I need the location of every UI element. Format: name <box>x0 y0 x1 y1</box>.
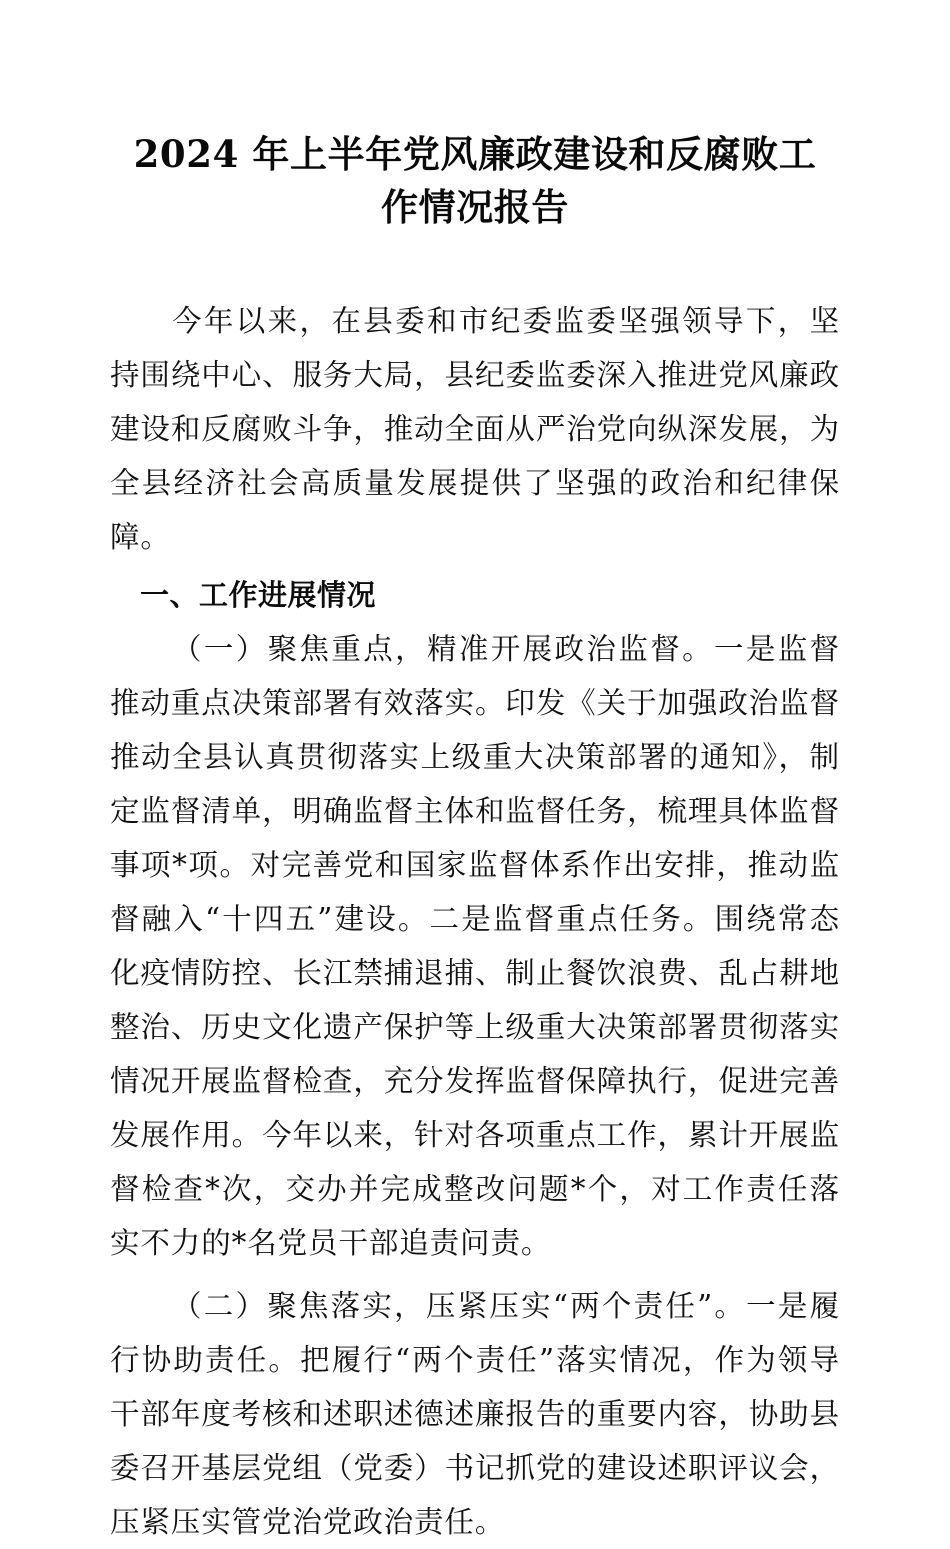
paragraph-item-two: （二）聚焦落实，压紧压实“两个责任”。一是履行协助责任。把履行“两个责任”落实情况，作为领导干部年度考核和述职述德述廉报告的重要内容，协助县委召开基层党组（党委）书记抓党的建设述职评议会，压紧压实管党治党政治责任。 <box>110 1289 840 1539</box>
intro-paragraph: 今年以来，在县委和市纪委监委坚强领导下，坚持围绕中心、服务大局，县纪委监委深入推进党风廉政建设和反腐败斗争，推动全面从严治党向纵深发展，为全县经济社会高质量发展提供了坚强的政治和纪律保障。 <box>110 304 840 554</box>
paragraph-item-one: （一）聚焦重点，精准开展政治监督。一是监督推动重点决策部署有效落实。印发《关于加强政治监督推动全县认真贯彻落实上级重大决策部署的通知》，制定监督清单，明确监督主体和监督任务，梳理具体监督事项*项。对完善党和国家监督体系作出安排，推动监督融入“十四五”建设。二是监督重点任务。围绕常态化疫情防控、长江禁捕退捕、制止餐饮浪费、乱占耕地整治、历史文化遗产保护等上级重大决策部署贯彻落实情况开展监督检查，充分发挥监督保障执行，促进完善发展作用。今年以来，针对各项重点工作，累计开展监督检查*次，交办并完成整改问题*个，对工作责任落实不力的*名党员干部追责问责。 <box>110 632 840 1260</box>
page-title <box>110 128 840 234</box>
page-title-text: 2024 年上半年党风廉政建设和反腐败工作情况报告 <box>133 132 817 229</box>
title-spacer <box>110 234 840 294</box>
paragraph-gap <box>110 1270 840 1279</box>
section-heading-work-progress: 一、工作进展情况 <box>140 578 377 612</box>
